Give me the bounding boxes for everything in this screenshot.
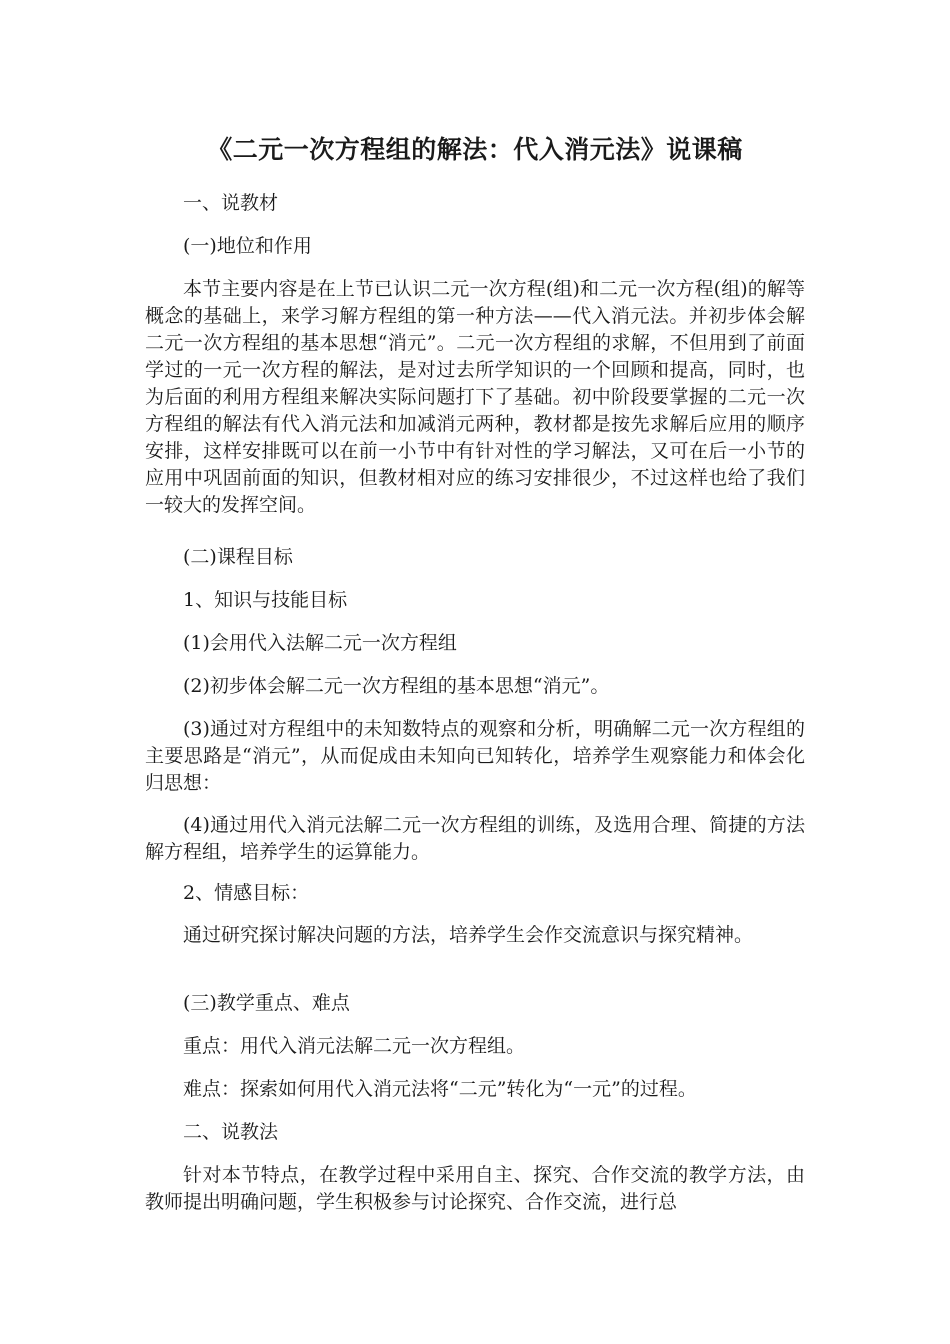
paragraph-emotion-body: 通过研究探讨解决问题的方法，培养学生会作交流意识与探究精神。 [183,924,754,946]
paragraph-methods-body: 针对本节特点，在教学过程中采用自主、探究、合作交流的教学方法，由教师提出明确问题，学生积极参与讨论探究、合作交流，进行总 [145,1164,805,1213]
document-title: 《二元一次方程组的解法：代入消元法》说课稿 [207,135,743,164]
goal-item-1: (1)会用代入法解二元一次方程组 [183,632,457,654]
paragraph-difficult-point: 难点：探索如何用代入消元法将“二元”转化为“一元”的过程。 [183,1078,697,1100]
subsection-heading-position: (一)地位和作用 [183,235,312,257]
goal-item-4: (4)通过用代入消元法解二元一次方程组的训练，及选用合理、简捷的方法解方程组，培养学生的运算能力。 [145,814,805,863]
subsection-heading-goals: (二)课程目标 [183,546,293,568]
goal-heading-emotion: 2、情感目标： [183,882,310,904]
goal-item-2: (2)初步体会解二元一次方程组的基本思想“消元”。 [183,675,610,697]
goal-heading-knowledge: 1、知识与技能目标 [183,589,348,611]
subsection-heading-key-points: (三)教学重点、难点 [183,992,350,1014]
paragraph-key-point: 重点：用代入消元法解二元一次方程组。 [183,1035,526,1057]
goal-item-3: (3)通过对方程组中的未知数特点的观察和分析，明确解二元一次方程组的主要思路是“消元”，从而促成由未知向已知转化，培养学生观察能力和体会化归思想： [145,718,805,794]
section-heading-textbook: 一、说教材 [183,192,279,214]
paragraph-position-body: 本节主要内容是在上节已认识二元一次方程(组)和二元一次方程(组)的解等概念的基础上，来学习解方程组的第一种方法——代入消元法。并初步体会解二元一次方程组的基本思想“消元”。二元一次方程组的求解，不但用到了前面学过的一元一次方程的解法，是对过去所学知识的一个回顾和提高，同时，也为后面的利用方程组来解决实际问题打下了基础。初中阶段要掌握的二元一次方程组的解法有代入消元法和加减消元两种，教材都是按先求解后应用的顺序安排，这样安排既可以在前一小节中有针对性的学习解法，又可在后一小节的应用中巩固前面的知识，但教材相对应的练习安排很少，不过这样也给了我们一较大的发挥空间。 [145,278,805,516]
section-heading-methods: 二、说教法 [183,1121,279,1143]
